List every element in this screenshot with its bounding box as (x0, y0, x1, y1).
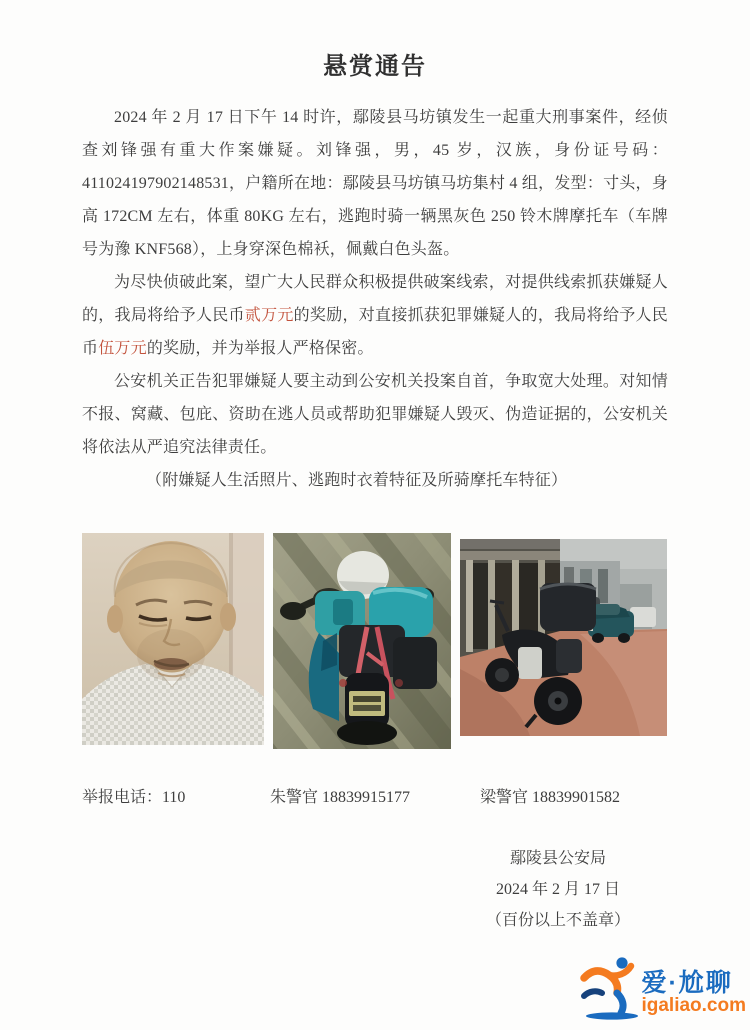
paragraph-text: 公安机关正告犯罪嫌疑人要主动到公安机关投案自首，争取宽大处理。对知情不报、窝藏、包庇、资助在逃人员或帮助犯罪嫌疑人毁灭、伪造证据的，公安机关将依法从严追究法律责任。 (82, 373, 668, 456)
paragraph-segment: 的奖励，并为举报人严格保密。 (146, 340, 374, 357)
notice-paragraph-warning (82, 365, 668, 464)
notice-body (82, 101, 668, 497)
seal-note: （百份以上不盖章） (485, 912, 630, 929)
reward-amount-2: 伍万元 (98, 340, 147, 357)
suspect-photo (82, 533, 264, 745)
attachment-note: （附嫌疑人生活照片、逃跑时衣着特征及所骑摩托车特征） (146, 472, 568, 489)
watermark-brand: 爱·尬聊 (641, 969, 733, 998)
igaliao-logo-icon (580, 954, 640, 1022)
paragraph-segment: 的奖励，对直接抓获犯罪嫌疑人的，我局将给予人民币 (82, 307, 668, 357)
reward-amount-1: 贰万元 (244, 307, 294, 324)
watermark-domain: igaliao.com (641, 995, 746, 1017)
paragraph-text: 2024 年 2 月 17 日下午 14 时许，鄢陵县马坊镇发生一起重大刑事案件，经侦查刘锋强有重大作案嫌疑。刘锋强，男，45 岁，汉族，身份证号码：411024197902148531，户籍所在地：鄢陵县马坊镇马坊集村 4 组，发型：寸头，身高 172CM 左右，体重 80KG 左右，逃跑时骑一辆黑灰色 250 铃木牌摩托车（车牌号为豫 KNF568），上身穿深色棉袄，佩戴白色头盔。 (82, 109, 668, 258)
paragraph-segment: 为尽快侦破此案，望广大人民群众积极提供破案线索，对提供线索抓获嫌疑人的，我局将给予人民币 (82, 274, 668, 324)
signature-block (458, 843, 658, 936)
notice-title: 悬赏通告 (323, 54, 427, 80)
report-hotline: 举报电话：110 (82, 789, 186, 806)
evidence-photos (82, 533, 668, 749)
contact-row (82, 787, 668, 809)
notice-paragraph-reward (82, 266, 668, 365)
motorcycle-street-photo (460, 539, 667, 736)
notice-paragraph-case (82, 101, 668, 266)
issuing-authority: 鄢陵县公安局 (509, 850, 606, 867)
officer-liang-phone: 梁警官 18839901582 (480, 789, 621, 806)
issue-date: 2024 年 2 月 17 日 (495, 881, 620, 898)
motorcycle-cctv-photo (273, 533, 451, 749)
site-watermark (580, 954, 746, 1022)
officer-zhu-phone: 朱警官 18839915177 (270, 789, 411, 806)
